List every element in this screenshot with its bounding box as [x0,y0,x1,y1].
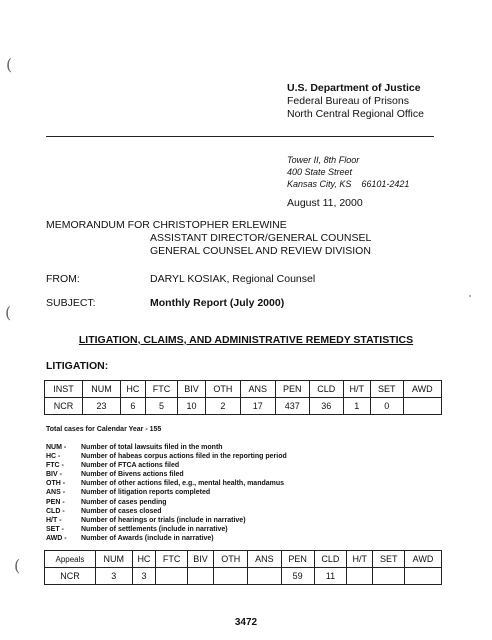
letterhead-bureau: Federal Bureau of Prisons [287,95,409,107]
table-cell [405,568,442,585]
legend-abbr: BIV - [46,471,62,479]
table-cell [156,568,187,585]
margin-mark-bottom: ( [14,556,21,575]
legend-text: Number of litigation reports completed [81,489,211,497]
table-cell: NCR [45,568,96,585]
legend-abbr: H/T - [46,516,62,524]
legend-abbr: HC - [46,453,61,461]
appeals-data-row [45,568,442,585]
header-rule [46,136,434,137]
subject-value: Monthly Report (July 2000) [150,297,285,309]
legend-text: Number of total lawsuits filed in the month [81,444,223,451]
from-label: FROM: [46,273,80,285]
table-cell [248,568,281,585]
table-cell: 2 [205,398,240,415]
legend-item [46,507,287,516]
table-cell: 11 [314,568,346,585]
legend-abbr: CLD - [46,507,65,515]
table-header-cell: NUM [95,551,132,568]
table-header-cell: SET [370,381,403,398]
table-header-cell: ANS [241,381,275,398]
legend-abbr: SET - [46,525,64,533]
table-cell [373,568,405,585]
legend-text: Number of hearings or trials (include in narrative) [81,516,246,524]
table-header-cell: INST [45,381,83,398]
legend-abbr: NUM - [46,444,67,451]
table-header-cell: ANS [248,551,281,568]
table-cell [347,568,373,585]
legend-item [46,461,287,470]
table-cell: 6 [120,398,145,415]
legend-abbr: FTC - [46,462,64,470]
table-header-cell: BIV [178,381,205,398]
table-header-cell: AWD [403,381,441,398]
legend-text: Number of FTCA actions filed [81,462,180,470]
page-number: 3472 [234,617,258,628]
legend-text: Number of cases pending [81,498,167,506]
table-header-cell: HC [132,551,156,568]
legend-abbr: OTH - [46,480,66,488]
table-header-cell: FTC [156,551,187,568]
margin-dot [469,295,471,297]
table-cell: 10 [178,398,205,415]
table-cell: 1 [343,398,370,415]
legend-abbr: AWD - [46,534,67,542]
total-cases: Total cases for Calendar Year - 155 [46,426,162,433]
legend-text: Number of Awards (include in narrative) [81,534,214,542]
letterhead-office: North Central Regional Office [287,108,424,120]
address-line-3: Kansas City, KS 66101-2421 [287,179,410,189]
table-cell: 59 [281,568,314,585]
legend-text: Number of other actions filed, e.g., mental health, mandamus [81,480,285,488]
table-cell: 437 [275,398,309,415]
legend-item [46,516,287,525]
from-row [46,273,315,285]
address-line-2: 400 State Street [287,167,353,177]
table-header-cell: OTH [214,551,248,568]
table-header-cell: PEN [275,381,309,398]
legend-item [46,452,287,461]
table-cell: 23 [83,398,121,415]
table-cell: 0 [370,398,403,415]
table-header-cell: SET [373,551,405,568]
table-header-cell: NUM [83,381,121,398]
table-cell: 3 [132,568,156,585]
legend-text: Number of cases closed [81,507,162,515]
address-line-1: Tower II, 8th Floor [287,155,360,165]
legend-abbr: ANS - [46,489,66,497]
table-header-cell: FTC [145,381,178,398]
legend-item [46,470,287,479]
table-cell [403,398,441,415]
table-cell: 5 [145,398,178,415]
table-header-cell: Appeals [45,551,96,568]
margin-mark-middle: ( [5,303,12,322]
table-header-cell: H/T [343,381,370,398]
legend-text: Number of habeas corpus actions filed in the reporting period [81,453,287,461]
subject-row [46,297,284,309]
litigation-label: LITIGATION: [46,360,109,372]
memo-recipient-line-2: ASSISTANT DIRECTOR/GENERAL COUNSEL [150,232,372,244]
table-header-cell: PEN [281,551,314,568]
legend-item [46,443,287,452]
margin-mark-top: ( [6,55,13,74]
table-cell: 36 [310,398,344,415]
table-cell [187,568,213,585]
abbreviation-legend [46,443,287,543]
memo-recipient-line-3: GENERAL COUNSEL AND REVIEW DIVISION [150,245,371,257]
litigation-table [44,380,442,415]
table-header-cell: BIV [187,551,213,568]
section-heading: LITIGATION, CLAIMS, AND ADMINISTRATIVE REMEDY STATISTICS [78,334,414,346]
table-header-cell: OTH [205,381,240,398]
table-cell: 3 [95,568,132,585]
legend-item [46,525,287,534]
from-value: DARYL KOSIAK, Regional Counsel [150,273,316,285]
memo-date: August 11, 2000 [287,197,363,209]
address-block [287,154,409,190]
letterhead [287,82,424,121]
table-cell [214,568,248,585]
legend-item [46,498,287,507]
table-cell: 17 [241,398,275,415]
legend-item [46,534,287,543]
litigation-data-row [45,398,442,415]
appeals-table [44,550,442,585]
table-header-cell: CLD [314,551,346,568]
legend-text: Number of settlements (include in narrative) [81,525,228,533]
legend-text: Number of Bivens actions filed [81,471,184,479]
table-header-cell: AWD [405,551,442,568]
legend-item [46,479,287,488]
table-header-cell: H/T [347,551,373,568]
appeals-header-row [45,551,442,568]
litigation-header-row [45,381,442,398]
table-header-cell: HC [120,381,145,398]
legend-item [46,488,287,497]
memo-recipient [46,219,371,258]
table-header-cell: CLD [310,381,344,398]
table-cell: NCR [45,398,83,415]
legend-abbr: PEN - [46,498,65,506]
letterhead-department: U.S. Department of Justice [287,82,421,94]
memo-recipient-line-1: MEMORANDUM FOR CHRISTOPHER ERLEWINE [46,219,287,231]
subject-label: SUBJECT: [46,297,96,309]
